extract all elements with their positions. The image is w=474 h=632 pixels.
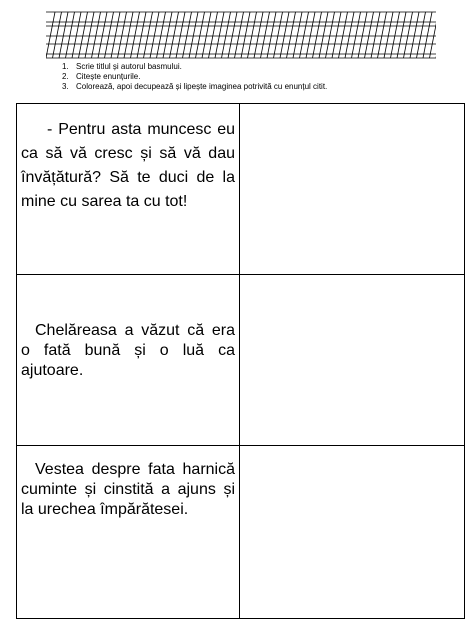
handwriting-lines[interactable] (46, 10, 436, 60)
story-row (17, 446, 465, 619)
story-row (17, 275, 465, 446)
instruction-text: Citește enunțurile. (76, 72, 141, 81)
instruction-number: 2. (62, 72, 69, 81)
sentence-cell (17, 446, 240, 619)
instruction-item (62, 72, 442, 82)
instruction-text: Scrie titlul și autorul basmului. (76, 62, 182, 71)
sentence-text: Chelăreasa a văzut că era o fată bună și o luă ca ajutoare. (21, 322, 235, 379)
instruction-number: 3. (62, 82, 69, 91)
image-paste-area[interactable] (240, 275, 465, 446)
story-row (17, 104, 465, 275)
sentence-text: Vestea despre fata harnică cuminte și cinstită a ajuns și la urechea împărătesei. (21, 461, 235, 518)
image-paste-area[interactable] (240, 446, 465, 619)
instruction-number: 1. (62, 62, 69, 71)
instruction-item (62, 82, 442, 92)
sentence-cell (17, 275, 240, 446)
instruction-item (62, 62, 442, 72)
sentence-cell (17, 104, 240, 275)
story-table (16, 103, 465, 619)
sentence-text: - Pentru asta muncesc eu ca să vă cresc și să vă dau învățătură? Să te duci de la mine cu sarea ta cu tot! (21, 121, 235, 210)
instruction-text: Colorează, apoi decupează și lipește imaginea potrivită cu enunțul citit. (76, 82, 328, 91)
image-paste-area[interactable] (240, 104, 465, 275)
instructions-list (62, 62, 442, 92)
